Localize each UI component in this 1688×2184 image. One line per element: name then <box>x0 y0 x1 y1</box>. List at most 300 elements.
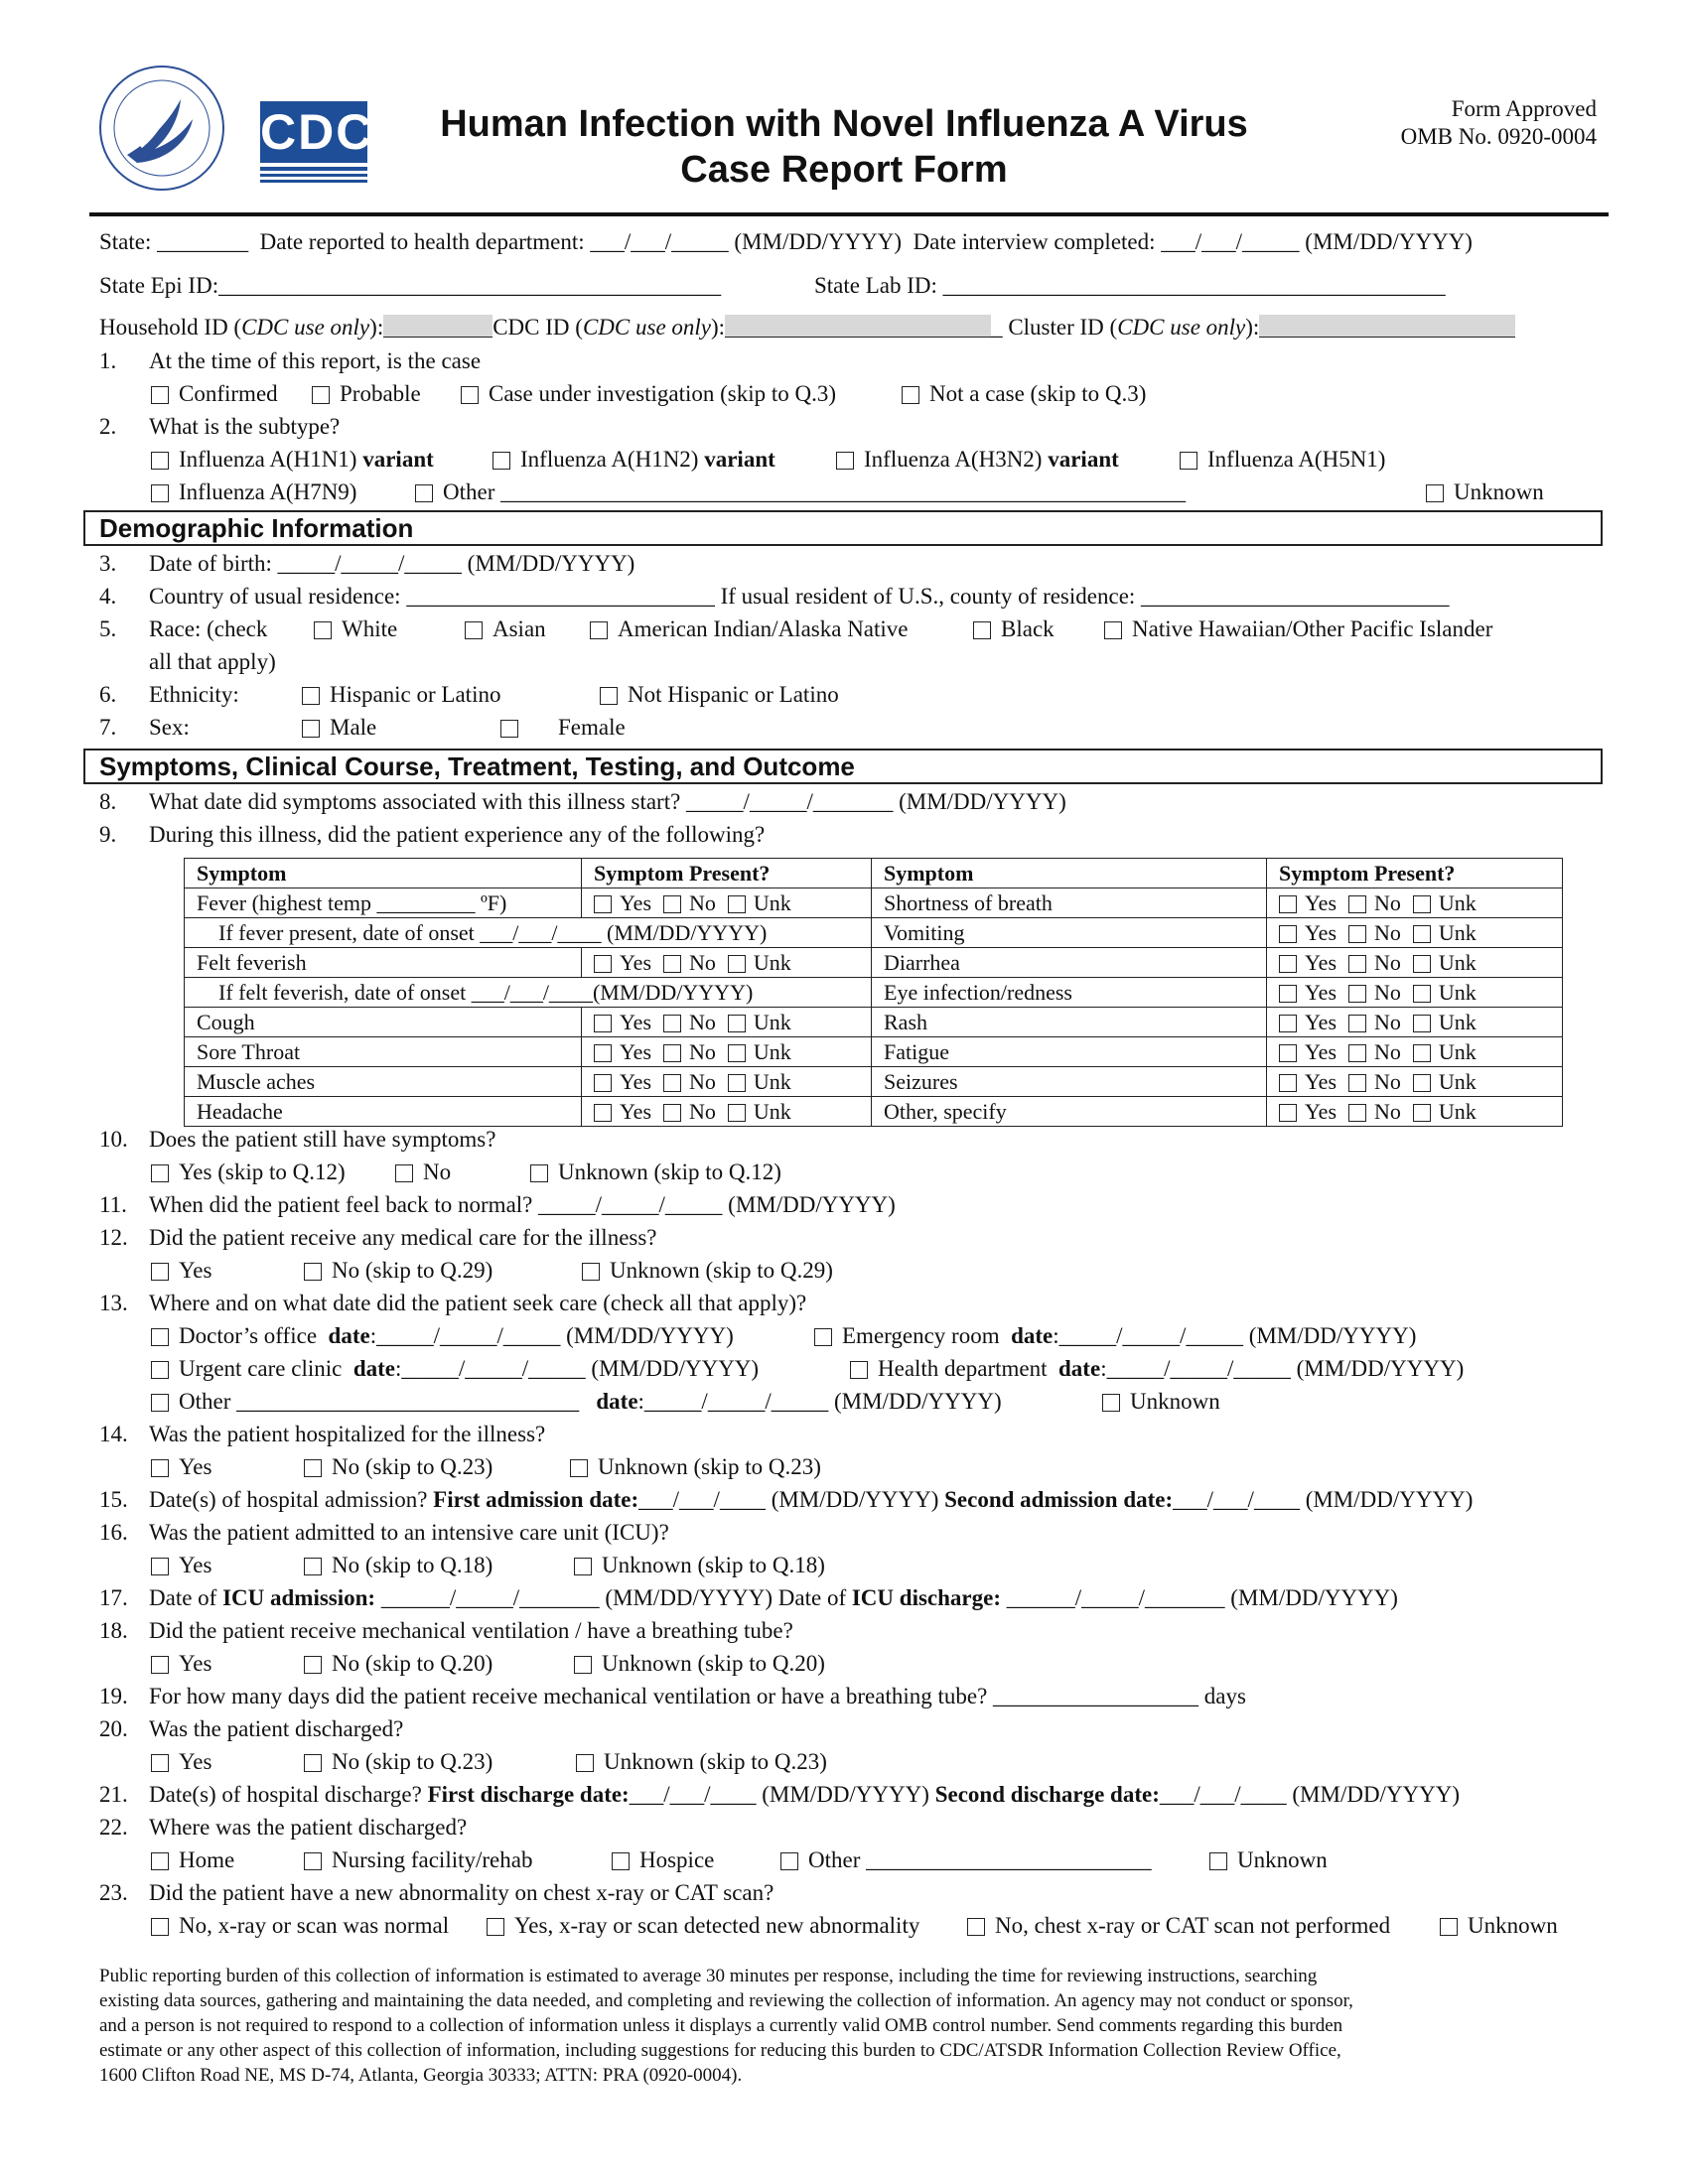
household-id-field[interactable] <box>383 315 492 338</box>
checkbox[interactable] <box>1413 1044 1431 1062</box>
q13-number: 13. <box>99 1291 128 1315</box>
checkbox[interactable] <box>304 1459 322 1477</box>
checkbox[interactable] <box>302 720 320 738</box>
checkbox[interactable] <box>1413 925 1431 943</box>
checkbox[interactable] <box>728 895 746 913</box>
cluster-id-italic: CDC use only <box>1117 315 1246 340</box>
checkbox[interactable] <box>151 1852 169 1870</box>
option-label: Unk <box>1438 979 1477 1005</box>
q23-option-normal[interactable] <box>151 1912 449 1940</box>
option-label: Unknown (skip to Q.29) <box>610 1258 833 1283</box>
symptom-option-yes[interactable] <box>1279 1038 1336 1066</box>
option-label-bold: variant <box>704 447 775 472</box>
q23-option-not-performed[interactable] <box>967 1912 1390 1940</box>
q5-option-nhopi[interactable] <box>1104 615 1492 643</box>
q13-options-row2 <box>0 1355 1688 1383</box>
checkbox[interactable] <box>1104 621 1122 639</box>
checkbox[interactable] <box>590 621 608 639</box>
option-label: Other ____________________________________________________________ <box>443 479 1187 504</box>
q16-row <box>0 1519 1688 1547</box>
option-label: No <box>1374 1038 1401 1064</box>
checkbox[interactable] <box>594 1015 612 1032</box>
checkbox[interactable] <box>663 1104 681 1122</box>
checkbox[interactable] <box>663 895 681 913</box>
option-label: No <box>1374 919 1401 945</box>
q21-second-label: Second discharge date: <box>934 1782 1160 1807</box>
checkbox[interactable] <box>663 1015 681 1032</box>
symptom-option-yes[interactable] <box>594 1009 651 1036</box>
q3-dob-field[interactable]: Date of birth: _____/_____/_____ (MM/DD/YYYY) <box>149 551 635 576</box>
symptom-label-right: Fatigue <box>872 1037 1267 1067</box>
checkbox[interactable] <box>151 1754 169 1772</box>
symptom-option-no[interactable] <box>1348 1068 1401 1096</box>
checkbox[interactable] <box>487 1918 504 1936</box>
q13-option-er[interactable] <box>814 1322 1416 1350</box>
symptom-option-yes[interactable] <box>1279 979 1336 1007</box>
checkbox[interactable] <box>1413 955 1431 973</box>
checkbox[interactable] <box>1348 1044 1366 1062</box>
checkbox[interactable] <box>304 1754 322 1772</box>
q17-admission-date-field[interactable]: ______/_____/_______ (MM/DD/YYYY) Date of <box>380 1585 847 1610</box>
date-field[interactable]: :_____/_____/_____ (MM/DD/YYYY) <box>637 1389 1002 1414</box>
symptom-option-no[interactable] <box>663 1098 716 1126</box>
checkbox[interactable] <box>1102 1394 1120 1412</box>
symptom-option-unk[interactable] <box>1413 889 1477 917</box>
q2-option-h1n2v[interactable] <box>492 446 775 474</box>
checkbox[interactable] <box>151 1263 169 1281</box>
q5-option-asian[interactable] <box>465 615 546 643</box>
table-row <box>185 918 1563 948</box>
q14-option-yes[interactable] <box>151 1453 211 1481</box>
option-label: Unk <box>753 1009 791 1034</box>
checkbox[interactable] <box>151 1558 169 1575</box>
q2-options-row1 <box>0 446 1688 474</box>
q14-text: Was the patient hospitalized for the illness? <box>149 1422 546 1446</box>
option-label: Unk <box>1438 1098 1477 1124</box>
q14-option-unknown[interactable] <box>570 1453 821 1481</box>
checkbox[interactable] <box>574 1656 592 1674</box>
cdc-id-italic: CDC use only <box>582 315 712 340</box>
checkbox[interactable] <box>582 1263 600 1281</box>
q11-number: 11. <box>99 1192 127 1217</box>
state-lab-id-field[interactable]: State Lab ID: ____________________________________________ <box>814 273 1446 298</box>
checkbox[interactable] <box>1279 1074 1297 1092</box>
q13-options-row3 <box>0 1388 1688 1416</box>
q5-option-aian[interactable] <box>590 615 909 643</box>
option-label: Unk <box>1438 889 1477 915</box>
q9-number: 9. <box>99 822 117 847</box>
q21-first-date-field[interactable]: ___/___/____ (MM/DD/YYYY) <box>629 1782 929 1807</box>
q5-option-black[interactable] <box>973 615 1055 643</box>
q10-option-unknown[interactable] <box>530 1159 781 1186</box>
checkbox[interactable] <box>1413 1015 1431 1032</box>
q23-number: 23. <box>99 1880 128 1905</box>
checkbox[interactable] <box>1348 1104 1366 1122</box>
symptom-option-unk[interactable] <box>728 1068 791 1096</box>
symptom-option-no[interactable] <box>1348 1009 1401 1036</box>
q2-option-unknown[interactable] <box>1426 478 1544 506</box>
checkbox[interactable] <box>151 1394 169 1412</box>
symptom-option-yes[interactable] <box>594 1038 651 1066</box>
checkbox[interactable] <box>728 1104 746 1122</box>
symptom-option-no[interactable] <box>663 1068 716 1096</box>
q16-option-unknown[interactable] <box>574 1552 825 1579</box>
q22-option-unknown[interactable] <box>1209 1846 1328 1874</box>
symptom-option-no[interactable] <box>663 1038 716 1066</box>
q19-days-field[interactable]: For how many days did the patient receive mechanical ventilation or have a breathing tube? __________________ days <box>149 1684 1246 1708</box>
q14-options <box>0 1453 1688 1481</box>
symptom-option-unk[interactable] <box>1413 979 1477 1007</box>
checkbox[interactable] <box>850 1361 868 1379</box>
checkbox[interactable] <box>304 1558 322 1575</box>
symptom-option-no[interactable] <box>663 889 716 917</box>
q1-option-under-investigation[interactable] <box>461 380 836 408</box>
checkbox[interactable] <box>312 386 330 404</box>
checkbox[interactable] <box>1413 985 1431 1003</box>
q23-option-unknown[interactable] <box>1440 1912 1558 1940</box>
checkbox[interactable] <box>612 1852 630 1870</box>
option-label: Unk <box>1438 949 1477 975</box>
q1-option-confirmed[interactable] <box>151 380 278 408</box>
checkbox[interactable] <box>780 1852 798 1870</box>
symptom-option-unk[interactable] <box>1413 1038 1477 1066</box>
checkbox[interactable] <box>151 1918 169 1936</box>
option-label: Yes, x-ray or scan detected new abnormality <box>514 1913 920 1938</box>
q22-number: 22. <box>99 1815 128 1840</box>
checkbox[interactable] <box>395 1164 413 1182</box>
checkbox[interactable] <box>814 1328 832 1346</box>
symptom-option-yes[interactable] <box>1279 1068 1336 1096</box>
q22-option-hospice[interactable] <box>612 1846 714 1874</box>
q15-second-label: Second admission date: <box>944 1487 1174 1512</box>
q13-option-health-dept[interactable] <box>850 1355 1464 1383</box>
date-field[interactable]: :_____/_____/_____ (MM/DD/YYYY) <box>395 1356 760 1381</box>
symptom-present-cell <box>582 888 872 918</box>
symptom-option-unk[interactable] <box>728 1009 791 1036</box>
symptom-option-no[interactable] <box>1348 919 1401 947</box>
symptom-option-yes[interactable] <box>1279 949 1336 977</box>
q13-text: Where and on what date did the patient seek care (check all that apply)? <box>149 1291 807 1315</box>
q10-option-no[interactable] <box>395 1159 451 1186</box>
symptom-date-onset-field[interactable]: If felt feverish, date of onset ___/___/____(MM/DD/YYYY) <box>185 978 872 1008</box>
hhs-seal-logo <box>97 64 226 193</box>
symptom-option-unk[interactable] <box>1413 949 1477 977</box>
date-field[interactable]: :_____/_____/_____ (MM/DD/YYYY) <box>1053 1323 1417 1348</box>
q18-option-no[interactable] <box>304 1650 492 1678</box>
checkbox[interactable] <box>1279 985 1297 1003</box>
checkbox[interactable] <box>967 1918 985 1936</box>
option-label: Unknown <box>1454 479 1544 504</box>
symptom-present-cell <box>1267 918 1563 948</box>
option-label: No (skip to Q.20) <box>332 1651 493 1676</box>
checkbox[interactable] <box>415 484 433 502</box>
option-label: Unk <box>753 1068 791 1094</box>
q2-option-h5n1[interactable] <box>1180 446 1385 474</box>
checkbox[interactable] <box>500 720 518 738</box>
checkbox[interactable] <box>151 484 169 502</box>
cdc-id-label <box>492 315 725 340</box>
checkbox[interactable] <box>728 955 746 973</box>
symptom-label-left: Muscle aches <box>185 1067 582 1097</box>
checkbox[interactable] <box>151 1328 169 1346</box>
q6-option-hispanic[interactable] <box>302 681 500 709</box>
q20-option-yes[interactable] <box>151 1748 211 1776</box>
header-symptom-right: Symptom <box>872 859 1267 888</box>
symptom-table-header <box>185 859 1563 888</box>
q15-first-date-field[interactable]: ___/___/____ (MM/DD/YYYY) <box>638 1487 939 1512</box>
q5-option-white[interactable] <box>314 615 397 643</box>
state-field[interactable]: State: ________ <box>99 229 249 254</box>
checkbox[interactable] <box>151 1361 169 1379</box>
checkbox[interactable] <box>973 621 991 639</box>
symptom-option-no[interactable] <box>1348 889 1401 917</box>
symptom-option-no[interactable] <box>663 1009 716 1036</box>
q1-text: At the time of this report, is the case <box>149 348 482 373</box>
q14-option-no[interactable] <box>304 1453 492 1481</box>
q7-option-male[interactable] <box>302 714 376 742</box>
cluster-id-label <box>991 315 1259 340</box>
symptom-option-yes[interactable] <box>594 889 651 917</box>
checkbox[interactable] <box>576 1754 594 1772</box>
checkbox[interactable] <box>663 955 681 973</box>
checkbox[interactable] <box>594 1044 612 1062</box>
checkbox[interactable] <box>151 1164 169 1182</box>
checkbox[interactable] <box>1348 1074 1366 1092</box>
checkbox[interactable] <box>465 621 483 639</box>
q3-row <box>0 550 1688 578</box>
q16-option-no[interactable] <box>304 1552 492 1579</box>
checkbox[interactable] <box>1279 895 1297 913</box>
q16-option-yes[interactable] <box>151 1552 211 1579</box>
symptom-option-unk[interactable] <box>728 1098 791 1126</box>
q15-row <box>0 1486 1688 1514</box>
symptom-option-no[interactable] <box>1348 949 1401 977</box>
q13-option-unknown[interactable] <box>1102 1388 1220 1416</box>
symptom-option-unk[interactable] <box>1413 919 1477 947</box>
checkbox[interactable] <box>594 955 612 973</box>
q12-option-unknown[interactable] <box>582 1257 833 1285</box>
checkbox[interactable] <box>1279 1015 1297 1032</box>
checkbox[interactable] <box>1348 895 1366 913</box>
admin-row-3 <box>99 314 1515 341</box>
checkbox[interactable] <box>728 1044 746 1062</box>
symptom-option-unk[interactable] <box>728 949 791 977</box>
q18-option-yes[interactable] <box>151 1650 211 1678</box>
checkbox[interactable] <box>302 687 320 705</box>
admin-row-1 <box>99 228 1473 256</box>
checkbox[interactable] <box>1279 955 1297 973</box>
checkbox[interactable] <box>1413 895 1431 913</box>
symptom-option-no[interactable] <box>663 949 716 977</box>
household-id-label <box>99 315 383 340</box>
checkbox[interactable] <box>836 452 854 470</box>
option-label[interactable]: Other ______________________________ <box>179 1389 580 1414</box>
checkbox[interactable] <box>1440 1918 1458 1936</box>
symptom-option-no[interactable] <box>1348 979 1401 1007</box>
option-label: Yes <box>179 1553 212 1577</box>
checkbox[interactable] <box>151 1656 169 1674</box>
checkbox[interactable] <box>1348 985 1366 1003</box>
date-field[interactable]: :_____/_____/_____ (MM/DD/YYYY) <box>369 1323 734 1348</box>
checkbox[interactable] <box>1413 1074 1431 1092</box>
symptom-option-yes[interactable] <box>1279 1098 1336 1126</box>
checkbox[interactable] <box>1279 1044 1297 1062</box>
q1-option-probable[interactable] <box>312 380 421 408</box>
checkbox[interactable] <box>728 1015 746 1032</box>
q1-option-not-a-case[interactable] <box>902 380 1146 408</box>
q10-option-yes[interactable] <box>151 1159 346 1186</box>
q17-admission-label: ICU admission: <box>222 1585 376 1610</box>
q2-option-other[interactable] <box>415 478 1186 506</box>
checkbox[interactable] <box>1209 1852 1227 1870</box>
q20-option-no[interactable] <box>304 1748 492 1776</box>
state-epi-id-field[interactable]: State Epi ID:____________________________________________ <box>99 273 722 298</box>
q3-number: 3. <box>99 551 117 576</box>
q20-option-unknown[interactable] <box>576 1748 827 1776</box>
option-label: Doctor’s office <box>179 1323 318 1348</box>
symptom-option-no[interactable] <box>1348 1098 1401 1126</box>
checkbox[interactable] <box>151 452 169 470</box>
symptom-option-yes[interactable] <box>1279 919 1336 947</box>
q13-option-doctor[interactable] <box>151 1322 734 1350</box>
burden-statement <box>99 1964 1569 2088</box>
q7-option-female[interactable] <box>500 714 626 742</box>
symptom-option-yes[interactable] <box>594 1068 651 1096</box>
q17-discharge-date-field[interactable]: ______/_____/_______ (MM/DD/YYYY) <box>1006 1585 1398 1610</box>
symptom-option-unk[interactable] <box>728 889 791 917</box>
checkbox[interactable] <box>594 1074 612 1092</box>
q6-option-not-hispanic[interactable] <box>600 681 839 709</box>
checkbox[interactable] <box>594 1104 612 1122</box>
q4-residence-field[interactable]: Country of usual residence: ___________________________ If usual resident of U.S., county of residence: ___________________________ <box>149 584 1450 609</box>
q22-option-other[interactable] <box>780 1846 1152 1874</box>
symptom-option-yes[interactable] <box>594 949 651 977</box>
checkbox[interactable] <box>1279 925 1297 943</box>
admin-row-2 <box>99 272 1446 300</box>
form-approved-text: Form Approved <box>1451 96 1597 121</box>
checkbox[interactable] <box>1426 484 1444 502</box>
q22-option-home[interactable] <box>151 1846 234 1874</box>
burden-line: estimate or any other aspect of this collection of information, including suggestions for reducing this burden to CDC/ATSDR Information Collection Review Office, <box>99 2040 1341 2061</box>
section-symptoms: Symptoms, Clinical Course, Treatment, Testing, and Outcome <box>83 749 1603 784</box>
form-title <box>397 101 1291 193</box>
symptom-option-yes[interactable] <box>1279 1009 1336 1036</box>
option-label[interactable]: Other _________________________ <box>808 1847 1152 1872</box>
checkbox[interactable] <box>304 1852 322 1870</box>
checkbox[interactable] <box>151 1459 169 1477</box>
symptom-option-no[interactable] <box>1348 1038 1401 1066</box>
symptom-option-unk[interactable] <box>1413 1068 1477 1096</box>
q2-option-h7n9[interactable] <box>151 478 356 506</box>
checkbox[interactable] <box>600 687 618 705</box>
symptom-option-unk[interactable] <box>1413 1009 1477 1036</box>
q9-text: During this illness, did the patient experience any of the following? <box>149 822 766 847</box>
q21-second-date-field[interactable]: ___/___/____ (MM/DD/YYYY) <box>1159 1782 1461 1807</box>
cdc-logo <box>260 101 374 187</box>
checkbox[interactable] <box>728 1074 746 1092</box>
checkbox[interactable] <box>594 895 612 913</box>
date-label: date <box>1058 1356 1101 1381</box>
symptom-date-onset-field[interactable]: If fever present, date of onset ___/___/____ (MM/DD/YYYY) <box>185 918 872 948</box>
q2-option-h1n1v[interactable] <box>151 446 434 474</box>
checkbox[interactable] <box>1348 955 1366 973</box>
option-label: Unk <box>1438 919 1477 945</box>
q8-onset-field[interactable]: What date did symptoms associated with this illness start? _____/_____/_______ (MM/DD/YYYY) <box>149 789 1066 814</box>
date-reported-field[interactable]: Date reported to health department: ___/___/_____ (MM/DD/YYYY) <box>259 229 903 254</box>
cluster-id-field[interactable] <box>1259 315 1515 338</box>
option-label: Home <box>179 1847 235 1872</box>
option-label: Yes <box>179 1258 212 1283</box>
q13-option-other[interactable] <box>151 1388 1002 1416</box>
cdc-id-field[interactable] <box>725 315 991 338</box>
symptom-option-yes[interactable] <box>1279 889 1336 917</box>
form-title-line1: Human Infection with Novel Influenza A Virus <box>440 103 1248 145</box>
date-interview-field[interactable]: Date interview completed: ___/___/_____ (MM/DD/YYYY) <box>913 229 1473 254</box>
option-label: Yes <box>1305 919 1337 945</box>
q12-option-no[interactable] <box>304 1257 492 1285</box>
checkbox[interactable] <box>530 1164 548 1182</box>
checkbox[interactable] <box>314 621 332 639</box>
checkbox[interactable] <box>304 1263 322 1281</box>
date-field[interactable]: :_____/_____/_____ (MM/DD/YYYY) <box>1100 1356 1465 1381</box>
table-row <box>185 1037 1563 1067</box>
q12-option-yes[interactable] <box>151 1257 211 1285</box>
checkbox[interactable] <box>151 386 169 404</box>
q11-normal-date-field[interactable]: When did the patient feel back to normal? _____/_____/_____ (MM/DD/YYYY) <box>149 1192 896 1217</box>
option-label: Yes <box>620 1038 652 1064</box>
checkbox[interactable] <box>461 386 479 404</box>
checkbox[interactable] <box>492 452 510 470</box>
option-label: Health department <box>878 1356 1048 1381</box>
checkbox[interactable] <box>1348 1015 1366 1032</box>
option-label: Unknown <box>1468 1913 1558 1938</box>
option-label: Yes <box>1305 979 1337 1005</box>
checkbox[interactable] <box>570 1459 588 1477</box>
option-label: Unknown <box>1130 1389 1220 1414</box>
checkbox[interactable] <box>663 1074 681 1092</box>
checkbox[interactable] <box>1279 1104 1297 1122</box>
form-title-line2: Case Report Form <box>680 149 1008 191</box>
option-label: No <box>1374 1068 1401 1094</box>
checkbox[interactable] <box>304 1656 322 1674</box>
checkbox[interactable] <box>1348 925 1366 943</box>
q22-option-nursing[interactable] <box>304 1846 532 1874</box>
q18-number: 18. <box>99 1618 128 1643</box>
q15-second-date-field[interactable]: ___/___/____ (MM/DD/YYYY) <box>1173 1487 1474 1512</box>
q23-options <box>0 1912 1688 1940</box>
q18-option-unknown[interactable] <box>574 1650 825 1678</box>
checkbox[interactable] <box>1413 1104 1431 1122</box>
checkbox[interactable] <box>902 386 919 404</box>
cdc-id-text: CDC ID ( <box>492 315 583 340</box>
q10-number: 10. <box>99 1127 128 1152</box>
checkbox[interactable] <box>574 1558 592 1575</box>
q2-option-h3n2v[interactable] <box>836 446 1119 474</box>
symptom-present-cell <box>1267 1008 1563 1037</box>
checkbox[interactable] <box>663 1044 681 1062</box>
symptom-label-left: Felt feverish <box>185 948 582 978</box>
q23-option-abnormal[interactable] <box>487 1912 919 1940</box>
option-label: Hospice <box>639 1847 715 1872</box>
symptom-option-yes[interactable] <box>594 1098 651 1126</box>
symptom-option-unk[interactable] <box>728 1038 791 1066</box>
q13-option-urgent[interactable] <box>151 1355 759 1383</box>
checkbox[interactable] <box>1180 452 1197 470</box>
option-label: No <box>689 1009 716 1034</box>
symptom-present-cell <box>582 1097 872 1127</box>
symptom-option-unk[interactable] <box>1413 1098 1477 1126</box>
option-label: Unknown (skip to Q.12) <box>558 1160 781 1184</box>
